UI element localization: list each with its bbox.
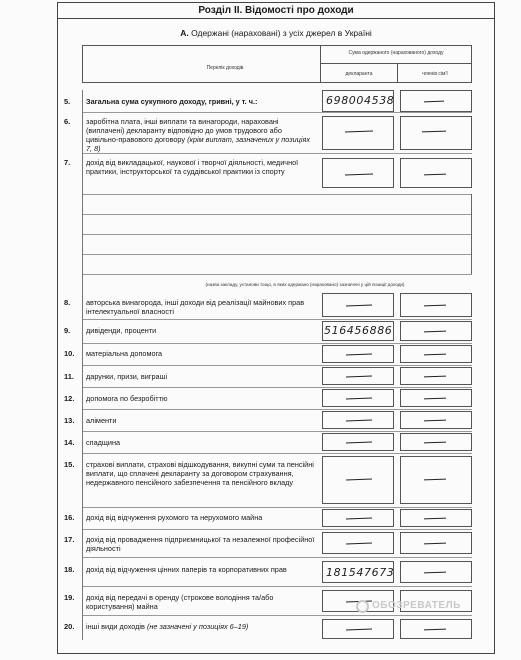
row-text: допомога по безробіттю	[86, 394, 168, 403]
subtitle-text: Одержані (нараховані) з усіх джерел в Україні	[191, 28, 372, 38]
row-text: дохід від провадження підприємницької та незалежної професійної діяльності	[86, 535, 315, 553]
row-divider	[82, 343, 472, 344]
row-divider	[82, 365, 472, 366]
row-text	[86, 117, 316, 153]
row-text: дивіденди, проценти	[86, 326, 157, 335]
row-text: дохід від викладацької, наукової і творчої діяльності, медичної практики, інструкторської та суддівської практики із спорту	[86, 158, 299, 176]
row-number: 9.	[64, 326, 71, 335]
row-text	[86, 622, 316, 631]
row-number: 15.	[64, 460, 75, 469]
declarant-value: 516456886	[324, 324, 393, 337]
row-divider	[82, 507, 472, 508]
section-title: Розділ ІІ. Відомості про доходи	[57, 2, 495, 19]
row-divider	[82, 112, 472, 113]
row-number: 6.	[64, 117, 71, 126]
row-divider	[82, 319, 472, 320]
header-divider-h	[320, 63, 472, 64]
row-text: дохід від відчуження рухомого та нерухомого майна	[86, 513, 263, 522]
family-box	[400, 456, 472, 504]
row-text: дохід від передачі в оренду (строкове володіння та/або користування) майна	[86, 593, 274, 611]
declarant-value: 698004538	[326, 94, 395, 107]
row-number: 7.	[64, 158, 71, 167]
family-box	[400, 116, 472, 150]
row-number: 20.	[64, 622, 75, 631]
row-text-main: інші види доходів	[86, 622, 145, 631]
row-number: 12.	[64, 394, 75, 403]
row-number: 11.	[64, 372, 75, 381]
row-text: аліменти	[86, 416, 117, 425]
row-divider	[82, 615, 472, 616]
number-column-line	[82, 90, 83, 640]
declarant-value: 181547673	[326, 566, 395, 579]
row-text: дарунки, призи, виграші	[86, 372, 168, 381]
row-text-main: заробітна плата, інші виплати та винагороди, нараховані (виплачені) декларанту відповідно до умов трудового або цивільно-правового договору	[86, 117, 282, 144]
row-text: спадщина	[86, 438, 121, 447]
header-income-sum: Сума одержаного (нарахованого) доходу	[348, 50, 444, 56]
blank-line	[82, 214, 472, 215]
declarant-box	[322, 116, 394, 150]
row-text: Загальна сума сукупного доходу, гривні, у т. ч.:	[86, 97, 258, 106]
blank-line	[82, 254, 472, 255]
row-number: 16.	[64, 513, 75, 522]
subtitle-letter: А.	[180, 28, 189, 38]
header-income-list: Перелік доходів	[206, 65, 244, 71]
row-divider	[82, 453, 472, 454]
row-number: 17.	[64, 535, 75, 544]
blank-border	[471, 194, 472, 274]
row-divider	[82, 387, 472, 388]
row-divider	[82, 529, 472, 530]
row-text-note: (крім виплат, зазначених у позиціях 7, 8)	[86, 135, 310, 153]
blank-line	[82, 234, 472, 235]
row-divider	[82, 431, 472, 432]
row-text: страхові виплати, страхові відшкодування, викупні суми та пенсійні виплати, що сплачені декларанту за договором страхування, недержавного пенсійного забезпечення та пенсійного вкладу	[86, 460, 314, 487]
row-divider	[82, 409, 472, 410]
row-text-note: (не зазначені у позиціях 6–19)	[146, 622, 249, 631]
row-number: 19.	[64, 593, 75, 602]
row-number: 18.	[64, 565, 75, 574]
header-divider	[320, 45, 321, 83]
row-divider	[82, 557, 472, 558]
watermark: ОБОЗРЕВАТЕЛЬ	[372, 600, 461, 611]
row-divider	[82, 586, 472, 587]
row-number: 10.	[64, 349, 75, 358]
row-text: авторська винагорода, інші доходи від реалізації майнових прав інтелектуальної власності	[86, 298, 305, 316]
watermark-logo-icon	[356, 600, 369, 613]
row-divider	[82, 153, 472, 154]
blank-line	[82, 274, 472, 275]
row-number: 13.	[64, 416, 75, 425]
row-number: 14.	[64, 438, 75, 447]
row-text: матеріальна допомога	[86, 349, 163, 358]
blank-line	[82, 194, 472, 195]
row-number: 8.	[64, 298, 71, 307]
establishment-caption: (назва закладу, установи тощо, в яких одержано (нараховано) зазначені у цій позиції доходи)	[205, 282, 405, 287]
row-text: дохід від відчуження цінних паперів та корпоративних прав	[86, 565, 287, 574]
subtitle	[57, 28, 495, 38]
header-declarant: декларанта	[345, 71, 373, 77]
row-number: 5.	[64, 97, 71, 106]
header-family: членів сім'ї	[422, 71, 448, 77]
